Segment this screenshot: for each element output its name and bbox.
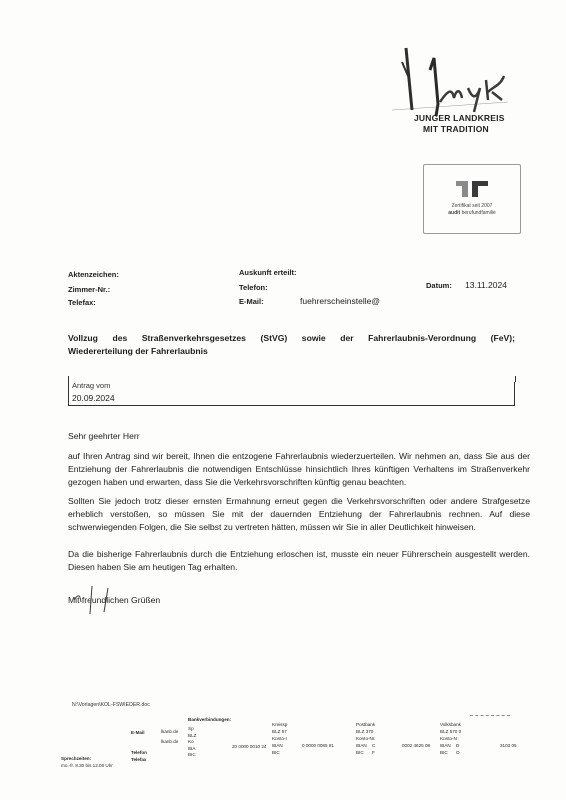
- paragraph-3: Da die bisherige Fahrerlaubnis durch die Entziehung erloschen ist, musste ein neuer Führerschein ausgestellt werden. Diesen haben Sie am heutigen Tag erhalten.: [68, 549, 530, 572]
- footer-c-val2: 0 0000 0085 81: [302, 743, 334, 748]
- footer-e-val4: 3103 05: [500, 743, 517, 748]
- certificate-audit: audit: [448, 210, 461, 216]
- aktenzeichen-label: Aktenzeichen:: [68, 270, 119, 279]
- footer-a2: lkanb.de: [161, 739, 179, 744]
- footer-b2: BLZ: [188, 733, 197, 738]
- slogan-line2: MIT TRADITION: [423, 124, 489, 134]
- salutation: Sehr geehrter Herr: [68, 431, 140, 441]
- sprechzeiten-value: mo.-fr. 8.30 bis 12.00 Uhr: [61, 763, 113, 768]
- paragraph-2: Sollten Sie jedoch trotz dieser ernsten Ermahnung erneut gegen die Verkehrsvorschriften oder andere Strafgesetze erheblich verstoßen, so müssen Sie mit der dauernden Entziehung der Fahrerlaubnis rechnen. Auf diese schwerwiegenden Folgen, die Sie selbst zu vertreten hätten, müssen wir Sie in aller Deutlichkeit hinweisen.: [68, 496, 530, 532]
- closing: Mit freundlichen Grüßen: [68, 595, 161, 605]
- footer-e3: Konto-N: [440, 736, 457, 741]
- footer-b4: IBA: [188, 746, 196, 751]
- footer-e-val3: O: [456, 750, 460, 755]
- subject-word: Fahrerlaubnis-Verordnung: [368, 333, 477, 343]
- footer-b3: Ko: [188, 739, 194, 744]
- footer-e2: BLZ 570 0: [440, 729, 462, 734]
- slogan-line1: JUNGER LANDKREIS: [414, 113, 505, 123]
- footer-c1: Kreissp: [272, 722, 288, 727]
- footer-e-val1: 0002 4625 08: [402, 743, 431, 748]
- footer-email-label: E-Mail: [131, 730, 145, 735]
- subject-word: des: [112, 333, 128, 343]
- footer-d2: BLZ 370: [356, 729, 374, 734]
- footer-e4: IBAN: [440, 743, 451, 748]
- subject-line1: [68, 333, 515, 343]
- footer-d4: IBAN: [356, 743, 367, 748]
- subject-word: (StVG): [260, 333, 288, 343]
- antrag-label: Antrag vom: [72, 381, 111, 390]
- email-label: E-Mail:: [239, 297, 264, 306]
- footer-a1: lkanb.de: [161, 729, 179, 734]
- sprechzeiten-label: Sprechzeiten:: [61, 756, 92, 761]
- certificate-line1: Zertifikat seit 2007: [451, 203, 493, 209]
- signature-mark: [72, 584, 122, 616]
- district-logo: [388, 40, 518, 120]
- footer-b5: BIC: [188, 752, 196, 757]
- subject-word: der: [340, 333, 354, 343]
- antrag-box: [68, 376, 515, 406]
- footer-rule: [470, 715, 510, 716]
- file-path: N:\Vorlagen\KOL-FSWIEDER.doc: [72, 702, 150, 708]
- auskunft-label: Auskunft erteilt:: [239, 268, 297, 277]
- certificate-box: [423, 164, 521, 234]
- subject-word: Vollzug: [68, 333, 98, 343]
- footer-b1: Sp: [188, 726, 194, 731]
- subject-word: Straßenverkehrsgesetzes: [141, 333, 246, 343]
- footer-c2: BLZ 57: [272, 729, 287, 734]
- email-value: fuehrerscheinstelle@: [300, 296, 380, 306]
- footer-d-val1: C: [372, 743, 376, 748]
- footer-d-val2: F: [372, 750, 375, 755]
- certificate-rest: berufundfamilie: [460, 210, 496, 216]
- datum-label: Datum:: [426, 281, 452, 290]
- bank-header: Bankverbindungen:: [188, 717, 232, 722]
- audit-logo-icon: [454, 179, 490, 199]
- zimmer-label: Zimmer-Nr.:: [68, 285, 111, 294]
- footer-c-val1: 20 0000 0010 24: [232, 744, 267, 749]
- footer-c5: BIC: [272, 750, 280, 755]
- footer-d5: BIC: [356, 750, 364, 755]
- antrag-date: 20.09.2024: [72, 393, 115, 403]
- footer-d1: Postbank: [356, 722, 376, 727]
- footer-e1: Volksbank: [440, 722, 461, 727]
- footer-e5: BIC: [440, 750, 448, 755]
- footer-telefax-label: Telefax: [131, 757, 147, 762]
- footer-d3: Konto-Nr.: [356, 736, 376, 741]
- certificate-line2: [424, 210, 520, 216]
- datum-value: 13.11.2024: [465, 280, 507, 290]
- footer-telefon-label: Telefon: [131, 750, 147, 755]
- telefon-label: Telefon:: [239, 283, 268, 292]
- footer-e-val2: D: [456, 743, 460, 748]
- telefax-label: Telefax:: [68, 298, 96, 307]
- footer-c3: Konto-I: [272, 736, 287, 741]
- subject-word: (FeV);: [490, 333, 515, 343]
- subject-word: sowie: [301, 333, 326, 343]
- footer-c4: IBAN: [272, 743, 283, 748]
- paragraph-1: auf Ihren Antrag sind wir bereit, Ihnen die entzogene Fahrerlaubnis wiederzuerteilen. Wir nehmen an, dass Sie aus der Entziehung der Fahrerlaubnis die notwendigen Entschlüsse hinsichtlich Ihres künftigen Verhaltens im Straßenverkehr gezogen haben und erwarten, dass Sie die Verkehrsvorschriften künftig genau beachten.: [68, 451, 530, 487]
- subject-line2: Wiedererteilung der Fahrerlaubnis: [68, 346, 208, 356]
